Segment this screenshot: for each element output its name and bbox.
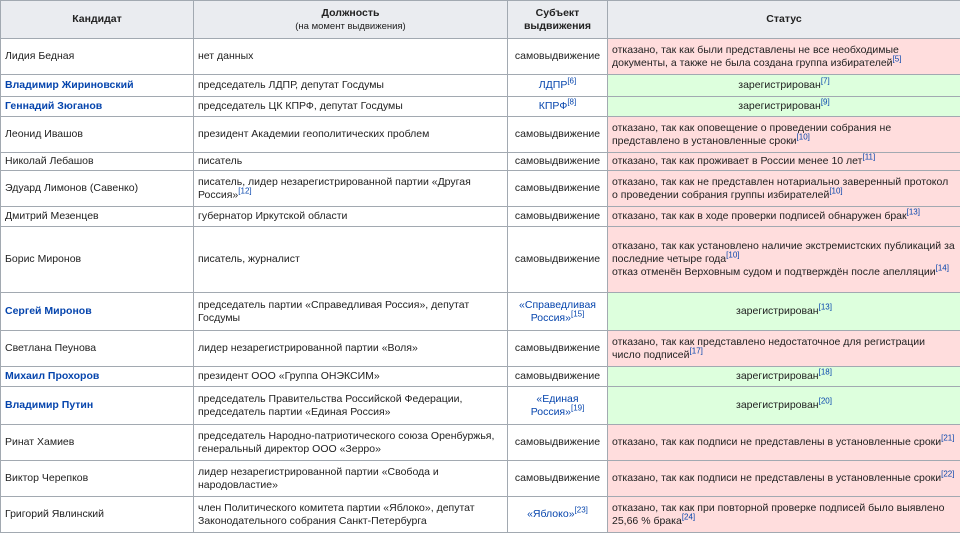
footnote-ref[interactable]: [5] (892, 54, 902, 63)
position-text: президент Академии геополитических проблем (198, 128, 430, 140)
subject-text: самовыдвижение (514, 155, 601, 167)
candidate-name[interactable]: Григорий Явлинский (1, 497, 194, 533)
status-cell (608, 227, 960, 293)
table-row (1, 153, 960, 171)
nomination-subject (508, 293, 608, 331)
candidate-position (194, 153, 508, 171)
footnote-ref[interactable]: [10] (829, 186, 843, 195)
status-text: отказано, так как оповещение о проведении собрания не представлено в установленные сроки (612, 121, 892, 147)
status-text: отказано, так как проживает в России менее 10 лет (612, 155, 863, 167)
footnote-ref[interactable]: [10] (796, 132, 810, 141)
table-header-row (1, 1, 960, 39)
candidate-name[interactable]: Сергей Миронов (1, 293, 194, 331)
subject-text: самовыдвижение (514, 182, 601, 194)
status-text-secondary: отказ отменён Верховным судом и подтверждён после апелляции (612, 266, 936, 278)
footnote-ref[interactable]: [10] (726, 250, 740, 260)
subject-text[interactable]: «Справедливая Россия» (519, 298, 596, 324)
candidate-position (194, 171, 508, 207)
status-cell (608, 97, 960, 117)
footnote-ref[interactable]: [13] (906, 207, 920, 217)
position-text: писатель (198, 155, 243, 167)
candidate-position (194, 293, 508, 331)
header-candidate[interactable]: Кандидат (1, 1, 194, 39)
nomination-subject (508, 171, 608, 207)
position-text: председатель ЛДПР, депутат Госдумы (198, 79, 384, 91)
status-text: зарегистрирован (736, 370, 819, 382)
candidate-name[interactable]: Дмитрий Мезенцев (1, 207, 194, 227)
position-text: председатель Правительства Российской Федерации, председатель партии «Единая Россия» (198, 392, 463, 418)
table-row (1, 39, 960, 75)
position-text: лидер незарегистрированной партии «Свобода и народовластие» (198, 465, 439, 491)
nomination-subject (508, 387, 608, 425)
candidate-name[interactable]: Борис Миронов (1, 227, 194, 293)
candidate-name[interactable]: Геннадий Зюганов (1, 97, 194, 117)
footnote-ref[interactable]: [8] (567, 97, 577, 107)
status-text: зарегистрирован (738, 79, 821, 91)
nomination-subject (508, 367, 608, 387)
table-row (1, 293, 960, 331)
status-cell (608, 367, 960, 387)
table-row (1, 461, 960, 497)
status-cell (608, 331, 960, 367)
candidate-name[interactable]: Леонид Ивашов (1, 117, 194, 153)
table-row (1, 171, 960, 207)
nomination-subject (508, 97, 608, 117)
candidate-name[interactable]: Михаил Прохоров (1, 367, 194, 387)
table-row (1, 97, 960, 117)
candidate-name[interactable]: Лидия Бедная (1, 39, 194, 75)
status-text: отказано, так как подписи не представлены в установленные сроки (612, 436, 942, 448)
subject-text: самовыдвижение (514, 436, 601, 448)
status-cell (608, 117, 960, 153)
candidate-name[interactable]: Виктор Черепков (1, 461, 194, 497)
candidate-position (194, 39, 508, 75)
status-cell (608, 207, 960, 227)
footnote-ref[interactable]: [17] (689, 346, 703, 355)
subject-text: самовыдвижение (514, 210, 601, 222)
footnote-ref[interactable]: [14] (935, 263, 949, 273)
position-text: лидер незарегистрированной партии «Воля» (198, 342, 418, 354)
subject-text[interactable]: КПРФ (538, 100, 568, 112)
position-text: президент ООО «Группа ОНЭКСИМ» (198, 370, 380, 382)
nomination-subject (508, 117, 608, 153)
candidate-position (194, 387, 508, 425)
candidate-position (194, 497, 508, 533)
candidate-name[interactable]: Эдуард Лимонов (Савенко) (1, 171, 194, 207)
status-cell (608, 171, 960, 207)
status-cell (608, 75, 960, 97)
position-text: губернатор Иркутской области (198, 210, 348, 222)
position-text: председатель ЦК КПРФ, депутат Госдумы (198, 100, 403, 112)
candidate-position (194, 117, 508, 153)
candidate-name[interactable]: Владимир Жириновский (1, 75, 194, 97)
position-text: нет данных (198, 50, 254, 62)
footnote-ref[interactable]: [20] (818, 396, 832, 406)
status-text: отказано, так как установлено наличие экстремистских публикаций за последние четыре года (612, 240, 955, 265)
candidate-position (194, 97, 508, 117)
candidate-name[interactable]: Ринат Хамиев (1, 425, 194, 461)
status-text: отказано, так как не представлен нотариально заверенный протокол о проведении собрания группы избирателей (612, 175, 949, 201)
subject-text: самовыдвижение (514, 128, 601, 140)
footnote-ref[interactable]: [6] (567, 76, 577, 86)
position-text: писатель, журналист (198, 253, 300, 265)
candidate-name[interactable]: Светлана Пеунова (1, 331, 194, 367)
subject-text[interactable]: ЛДПР (538, 79, 568, 91)
footnote-ref[interactable]: [18] (818, 367, 832, 377)
nomination-subject (508, 153, 608, 171)
table-row (1, 387, 960, 425)
nomination-subject (508, 425, 608, 461)
footnote-ref[interactable]: [12] (238, 186, 252, 195)
nomination-subject (508, 75, 608, 97)
nomination-subject (508, 497, 608, 533)
status-text: зарегистрирован (738, 100, 821, 112)
candidate-position (194, 75, 508, 97)
status-text: отказано, так как подписи не представлены в установленные сроки (612, 472, 942, 484)
header-subject[interactable]: Субъект выдвижения (508, 1, 608, 39)
nomination-subject (508, 207, 608, 227)
nomination-subject (508, 39, 608, 75)
position-text: писатель, лидер незарегистрированной партии «Другая Россия» (198, 175, 471, 201)
candidate-position (194, 425, 508, 461)
table-row (1, 367, 960, 387)
table-row (1, 497, 960, 533)
status-text: отказано, так как были представлены не все необходимые документы, а также не была создана группа избирателей (612, 43, 899, 69)
footnote-ref[interactable]: [24] (681, 512, 696, 521)
candidate-position (194, 331, 508, 367)
header-position-label: Должность (321, 6, 380, 19)
status-text: отказано, так как в ходе проверки подписей обнаружен брак (612, 210, 907, 222)
footnote-ref[interactable]: [19] (570, 403, 585, 412)
table-row (1, 117, 960, 153)
table-row (1, 227, 960, 293)
candidate-position (194, 367, 508, 387)
status-cell (608, 461, 960, 497)
footnote-ref[interactable]: [9] (820, 97, 830, 107)
footnote-ref[interactable]: [23] (574, 505, 588, 515)
candidate-position (194, 461, 508, 497)
status-cell (608, 425, 960, 461)
candidate-position (194, 227, 508, 293)
status-cell (608, 387, 960, 425)
footnote-ref[interactable]: [13] (818, 302, 832, 312)
table-row (1, 75, 960, 97)
footnote-ref[interactable]: [7] (820, 76, 830, 86)
footnote-ref[interactable]: [21] (941, 433, 955, 443)
subject-text: самовыдвижение (514, 50, 601, 62)
status-cell (608, 39, 960, 75)
status-text: отказано, так как представлено недостаточное для регистрации число подписей (612, 335, 926, 361)
table-row (1, 331, 960, 367)
position-text: председатель партии «Справедливая Россия», депутат Госдумы (198, 298, 470, 324)
status-text: отказано, так как при повторной проверке подписей было выявлено 25,66 % брака (612, 501, 945, 527)
subject-text: самовыдвижение (514, 342, 601, 354)
footnote-ref[interactable]: [22] (941, 469, 955, 479)
subject-text[interactable]: «Единая Россия» (530, 392, 579, 418)
candidate-name[interactable]: Николай Лебашов (1, 153, 194, 171)
subject-text: самовыдвижение (514, 253, 601, 265)
header-status[interactable]: Статус (608, 1, 960, 39)
status-cell (608, 497, 960, 533)
status-text: зарегистрирован (736, 305, 819, 317)
table-row (1, 207, 960, 227)
table-row (1, 425, 960, 461)
status-text: зарегистрирован (736, 399, 819, 411)
header-position[interactable] (194, 1, 508, 39)
subject-text[interactable]: «Яблоко» (527, 508, 575, 520)
position-text: председатель Народно-патриотического союза Оренбуржья, генеральный директор ООО «Зерро» (198, 429, 495, 455)
nomination-subject (508, 227, 608, 293)
footnote-ref[interactable]: [15] (570, 309, 585, 318)
subject-text: самовыдвижение (514, 370, 601, 382)
nomination-subject (508, 461, 608, 497)
subject-text: самовыдвижение (514, 472, 601, 484)
nomination-subject (508, 331, 608, 367)
footnote-ref[interactable]: [11] (862, 152, 876, 162)
candidate-position (194, 207, 508, 227)
status-cell (608, 293, 960, 331)
candidate-name[interactable]: Владимир Путин (1, 387, 194, 425)
status-cell (608, 153, 960, 171)
header-position-sub: (на момент выдвижения) (295, 20, 406, 32)
position-text: член Политического комитета партии «Яблоко», депутат Законодательного собрания Санкт-Петербурга (198, 501, 475, 527)
